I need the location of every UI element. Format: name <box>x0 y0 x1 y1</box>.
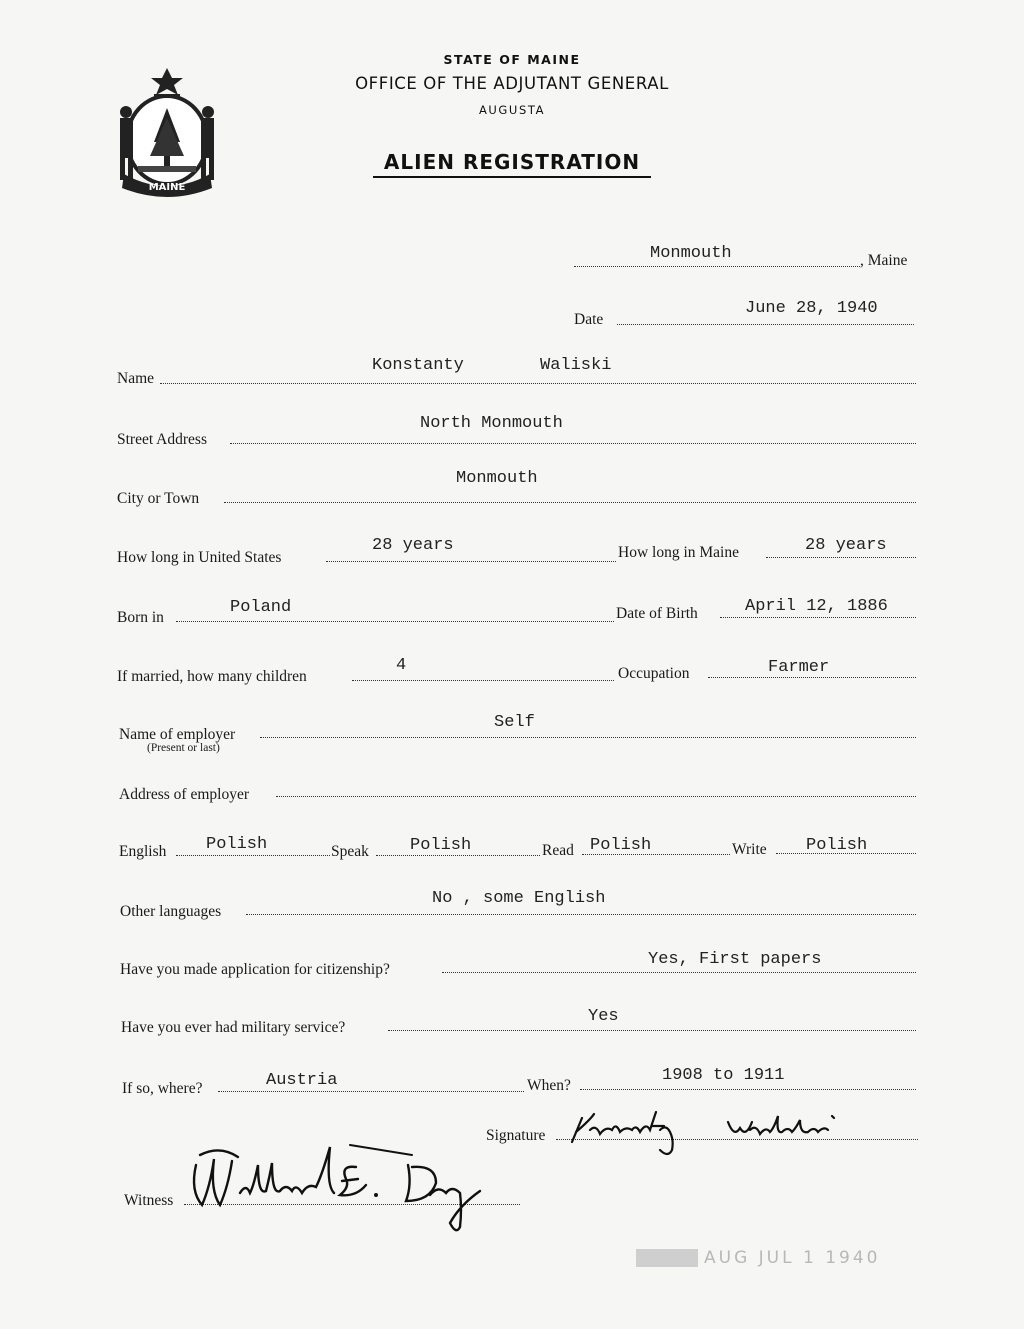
name-label: Name <box>117 370 155 387</box>
employer-sublabel: (Present or last) <box>147 742 220 754</box>
maine-years-label: How long in Maine <box>618 544 739 561</box>
us-years-value: 28 years <box>372 536 454 555</box>
name-last-value: Waliski <box>540 356 612 375</box>
military-label: Have you ever had military service? <box>121 1019 346 1036</box>
occupation-line <box>708 677 916 678</box>
speak-value: Polish <box>410 836 472 855</box>
us-years-line <box>326 561 616 562</box>
children-line <box>352 680 614 681</box>
name-line <box>160 383 916 384</box>
received-stamp <box>636 1248 880 1268</box>
header-city: AUGUSTA <box>478 103 546 117</box>
city-label: City or Town <box>117 490 200 507</box>
citizenship-label: Have you made application for citizenship? <box>120 961 390 978</box>
employer-line <box>260 737 916 738</box>
born-label: Born in <box>117 609 164 626</box>
stamp-text: AUG JUL 1 1940 <box>704 1248 881 1268</box>
employer-label: Name of employer <box>119 726 236 743</box>
date-label: Date <box>574 311 604 328</box>
military-value: Yes <box>588 1007 619 1026</box>
military-line <box>388 1030 916 1031</box>
citizenship-line <box>442 972 916 973</box>
children-label: If married, how many children <box>117 668 307 685</box>
maine-years-line <box>766 557 916 558</box>
city-value: Monmouth <box>456 469 538 488</box>
witness-handwriting <box>180 1135 520 1235</box>
english-value: Polish <box>206 835 268 854</box>
read-value: Polish <box>590 836 652 855</box>
title-underline <box>373 176 651 178</box>
born-value: Poland <box>230 598 292 617</box>
stamp-smudge <box>636 1249 698 1267</box>
children-value: 4 <box>396 656 407 675</box>
english-label: English <box>119 843 167 860</box>
street-line <box>230 443 916 444</box>
maine-years-value: 28 years <box>805 536 887 555</box>
other-languages-label: Other languages <box>120 903 222 920</box>
city-line <box>224 502 916 503</box>
employer-address-line <box>276 796 916 797</box>
occupation-label: Occupation <box>618 665 690 682</box>
us-years-label: How long in United States <box>117 549 282 566</box>
where-value: Austria <box>266 1071 338 1090</box>
header-office: OFFICE OF THE ADJUTANT GENERAL <box>355 74 669 93</box>
employer-address-label: Address of employer <box>119 786 249 803</box>
where-label: If so, where? <box>122 1080 203 1097</box>
seal-text: MAINE <box>148 182 186 193</box>
read-label: Read <box>542 842 574 859</box>
header-state: STATE OF MAINE <box>443 52 581 67</box>
dob-value: April 12, 1886 <box>745 597 888 616</box>
street-value: North Monmouth <box>420 414 563 433</box>
write-value: Polish <box>806 836 868 855</box>
town-suffix: , Maine <box>860 252 908 269</box>
speak-label: Speak <box>331 843 369 860</box>
when-value: 1908 to 1911 <box>662 1066 785 1085</box>
street-label: Street Address <box>117 431 207 448</box>
witness-label: Witness <box>124 1192 174 1209</box>
write-label: Write <box>732 841 767 858</box>
when-line <box>580 1089 916 1090</box>
other-languages-line <box>246 914 916 915</box>
born-line <box>176 621 614 622</box>
signature-handwriting <box>560 1100 880 1160</box>
speak-line <box>376 855 540 856</box>
town-value: Monmouth <box>650 244 732 263</box>
dob-line <box>720 617 916 618</box>
name-first-value: Konstanty <box>372 356 464 375</box>
other-languages-value: No , some English <box>432 889 606 908</box>
employer-value: Self <box>494 713 535 732</box>
town-line <box>574 266 860 267</box>
date-value: June 28, 1940 <box>745 299 878 318</box>
date-line <box>617 324 914 325</box>
where-line <box>218 1091 524 1092</box>
occupation-value: Farmer <box>768 658 830 677</box>
signature-label: Signature <box>486 1127 546 1144</box>
when-label: When? <box>527 1077 571 1094</box>
dob-label: Date of Birth <box>616 605 698 622</box>
english-line <box>176 855 330 856</box>
citizenship-value: Yes, First papers <box>648 950 822 969</box>
form-title: ALIEN REGISTRATION <box>383 150 641 174</box>
